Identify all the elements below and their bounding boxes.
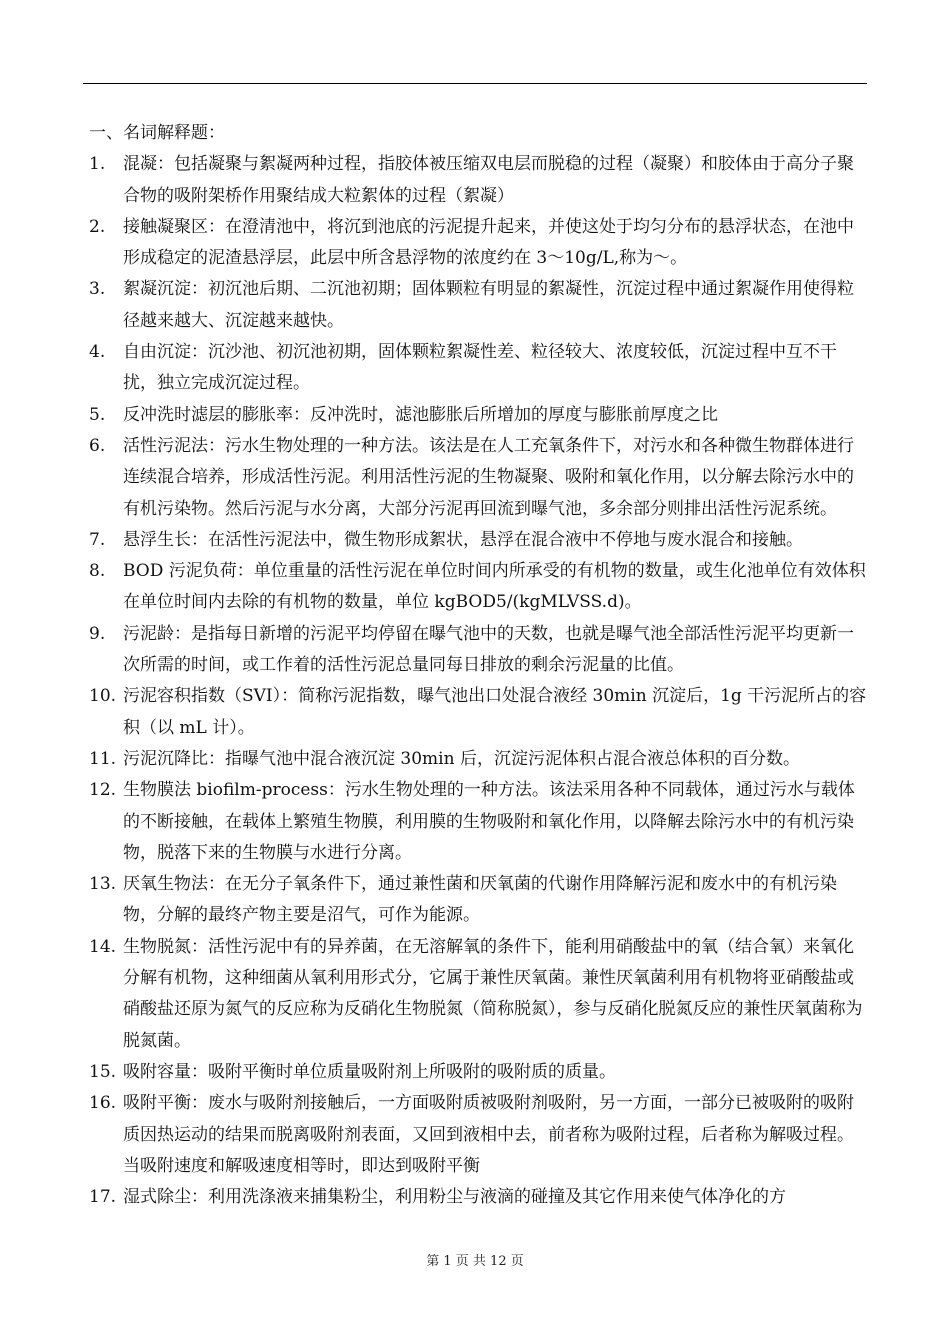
item-number: 11. xyxy=(89,748,117,769)
item-number: 15. xyxy=(89,1061,117,1082)
item-text: 生物膜法 biofilm-process：污水生物处理的一种方法。该法采用各种不同载体，通过污水与载体的不断接触，在载体上繁殖生物膜，利用膜的生物吸附和氧化作用，以降解去除污水中的有机污染物，脱落下来的生物膜与水进行分离。 xyxy=(123,780,855,863)
list-item xyxy=(89,775,869,869)
item-number: 2. xyxy=(89,216,106,237)
list-item xyxy=(89,1088,869,1182)
item-text: 接触凝聚区：在澄清池中，将沉到池底的污泥提升起来，并使这处于均匀分布的悬浮状态，在池中形成稳定的泥渣悬浮层，此层中所含悬浮物的浓度约在 3～10g/L,称为～。 xyxy=(123,216,854,269)
item-text: 活性污泥法：污水生物处理的一种方法。该法是在人工充氧条件下，对污水和各种微生物群体进行连续混合培养，形成活性污泥。利用活性污泥的生物凝聚、吸附和氧化作用，以分解去除污水中的有机污染物。然后污泥与水分离，大部分污泥再回流到曝气池，多余部分则排出活性污泥系统。 xyxy=(123,435,854,519)
document-body xyxy=(89,118,869,1213)
list-item xyxy=(89,932,869,1057)
item-number: 4. xyxy=(89,342,106,363)
list-item xyxy=(89,400,869,431)
item-number: 16. xyxy=(89,1093,117,1114)
item-text: 吸附容量：吸附平衡时单位质量吸附剂上所吸附的吸附质的质量。 xyxy=(123,1061,616,1082)
list-item xyxy=(89,681,869,744)
page-footer: 第 1 页 共 12 页 xyxy=(426,1254,524,1269)
item-text: 反冲洗时滤层的膨胀率：反冲洗时，滤池膨胀后所增加的厚度与膨胀前厚度之比 xyxy=(123,404,718,425)
item-text: 自由沉淀：沉沙池、初沉池初期，固体颗粒絮凝性差、粒径较大、浓度较低，沉淀过程中互不干扰，独立完成沉淀过程。 xyxy=(123,342,837,394)
list-item xyxy=(89,431,869,525)
item-number: 5. xyxy=(89,404,106,425)
header-rule xyxy=(83,83,867,84)
item-text: 湿式除尘：利用洗涤液来捕集粉尘，利用粉尘与液滴的碰撞及其它作用来使气体净化的方 xyxy=(123,1187,786,1208)
list-item xyxy=(89,212,869,275)
item-number: 3. xyxy=(89,279,106,300)
item-text: 混凝：包括凝聚与絮凝两种过程，指胶体被压缩双电层而脱稳的过程（凝聚）和胶体由于高分子聚合物的吸附架桥作用聚结成大粒絮体的过程（絮凝） xyxy=(123,154,854,206)
list-item xyxy=(89,869,869,932)
list-item xyxy=(89,1057,869,1088)
list-item xyxy=(89,337,869,400)
list-item xyxy=(89,556,869,619)
list-item xyxy=(89,744,869,775)
list-item xyxy=(89,274,869,337)
item-number: 9. xyxy=(89,623,106,644)
item-text: 污泥沉降比：指曝气池中混合液沉淀 30min 后，沉淀污泥体积占混合液总体积的百分数。 xyxy=(123,748,800,769)
item-number: 17. xyxy=(89,1187,117,1208)
definition-list xyxy=(89,149,869,1213)
item-text: 污泥龄：是指每日新增的污泥平均停留在曝气池中的天数，也就是曝气池全部活性污泥平均更新一次所需的时间，或工作着的活性污泥总量同每日排放的剩余污泥量的比值。 xyxy=(123,623,854,676)
list-item xyxy=(89,525,869,556)
item-number: 6. xyxy=(89,435,106,456)
item-number: 7. xyxy=(89,529,106,550)
item-number: 8. xyxy=(89,561,106,582)
item-text: 污泥容积指数（SVI）：简称污泥指数，曝气池出口处混合液经 30min 沉淀后，1g 干污泥所占的容积（以 mL 计）。 xyxy=(123,686,867,738)
section-title: 一、名词解释题： xyxy=(89,123,225,143)
item-text: 生物脱氮：活性污泥中有的异养菌，在无溶解氧的条件下，能利用硝酸盐中的氧（结合氧）来氧化分解有机物，这种细菌从氧利用形式分，它属于兼性厌氧菌。兼性厌氧菌利用有机物将亚硝酸盐或硝酸盐还原为氮气的反应称为反硝化生物脱氮（简称脱氮），参与反硝化脱氮反应的兼性厌氧菌称为脱氮菌。 xyxy=(123,936,863,1051)
item-text: 吸附平衡：废水与吸附剂接触后，一方面吸附质被吸附剂吸附，另一方面，一部分已被吸附的吸附质因热运动的结果而脱离吸附剂表面，又回到液相中去，前者称为吸附过程，后者称为解吸过程。当吸附速度和解吸速度相等时，即达到吸附平衡 xyxy=(123,1093,854,1176)
item-text: BOD 污泥负荷：单位重量的活性污泥在单位时间内所承受的有机物的数量，或生化池单位有效体积在单位时间内去除的有机物的数量，单位 kgBOD5/(kgMLVSS.d)。 xyxy=(123,561,866,613)
list-item xyxy=(89,149,869,212)
list-item xyxy=(89,619,869,682)
item-number: 14. xyxy=(89,936,117,957)
item-number: 1. xyxy=(89,154,106,175)
item-text: 絮凝沉淀：初沉池后期、二沉池初期；固体颗粒有明显的絮凝性，沉淀过程中通过絮凝作用使得粒径越来越大、沉淀越来越快。 xyxy=(123,279,854,331)
list-item xyxy=(89,1182,869,1213)
item-text: 厌氧生物法：在无分子氧条件下，通过兼性菌和厌氧菌的代谢作用降解污泥和废水中的有机污染物，分解的最终产物主要是沼气，可作为能源。 xyxy=(123,874,837,926)
item-number: 13. xyxy=(89,874,117,895)
item-number: 10. xyxy=(89,686,117,707)
item-text: 悬浮生长：在活性污泥法中，微生物形成絮状，悬浮在混合液中不停地与废水混合和接触。 xyxy=(123,529,803,550)
item-number: 12. xyxy=(89,780,117,801)
